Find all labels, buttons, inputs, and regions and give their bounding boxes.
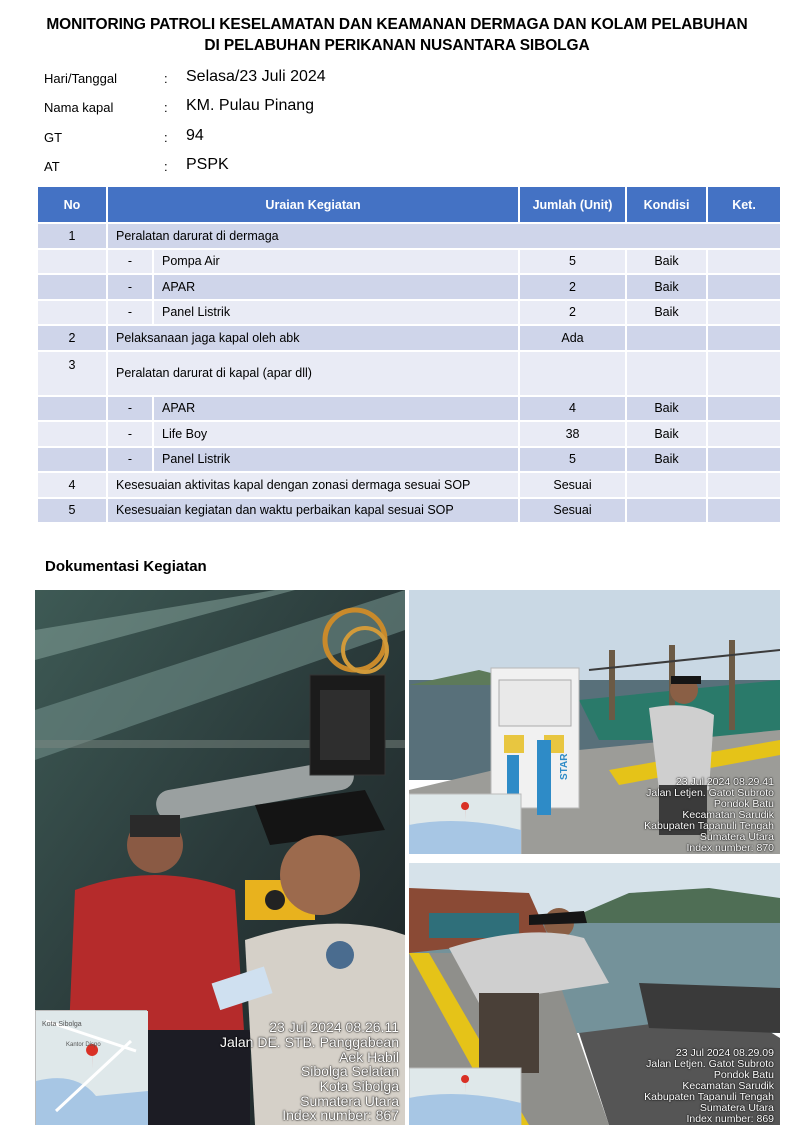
cell-jumlah: Sesuai (519, 498, 626, 524)
activity-table (36, 185, 782, 524)
map-label: Kota Sibolga (42, 1021, 82, 1028)
cell-dash: - (107, 447, 153, 473)
col-header-kondisi: Kondisi (626, 186, 707, 223)
cell-kondisi (626, 498, 707, 524)
cell-ket (707, 249, 781, 275)
cell-kondisi: Baik (626, 274, 707, 300)
cell-ket (707, 472, 781, 498)
cell-item: Panel Listrik (153, 447, 519, 473)
photo-3-timestamp (644, 1048, 774, 1125)
cell-jumlah: Ada (519, 325, 626, 351)
stamp-line: Jalan Letjen. Gatot Subroto (646, 1057, 774, 1070)
cell-dash: - (107, 300, 153, 326)
cell-item: APAR (153, 396, 519, 422)
info-label: Hari/Tanggal (44, 71, 117, 86)
pedestal-sign: STAR (559, 753, 570, 780)
cell-no (37, 421, 107, 447)
cell-kondisi (626, 472, 707, 498)
stamp-line: 23 Jul 2024 08.26.11 (269, 1019, 399, 1036)
cell-no: 4 (37, 472, 107, 498)
stamp-line: Index number: 870 (686, 841, 774, 854)
stamp-line: 23 Jul 2024 08.29.09 (675, 1046, 774, 1059)
cell-dash: - (107, 396, 153, 422)
table-row (37, 274, 781, 300)
cell-dash: - (107, 421, 153, 447)
table-header-row (37, 186, 781, 223)
info-colon: : (164, 129, 168, 145)
table-row (37, 447, 781, 473)
table-row (37, 223, 781, 249)
photo-1-timestamp (220, 1020, 399, 1123)
photo-2-timestamp (644, 777, 774, 854)
col-header-uraian: Uraian Kegiatan (107, 186, 519, 223)
cell-jumlah (519, 351, 626, 396)
cell-desc: Kesesuaian aktivitas kapal dengan zonasi dermaga sesuai SOP (107, 472, 519, 498)
info-colon: : (164, 100, 168, 116)
cell-ket (707, 421, 781, 447)
cell-kondisi: Baik (626, 249, 707, 275)
info-value: Selasa/23 Juli 2024 (186, 68, 326, 85)
cell-dash: - (107, 249, 153, 275)
stamp-line: Index number: 869 (686, 1112, 774, 1125)
cell-item: Pompa Air (153, 249, 519, 275)
info-label: AT (44, 158, 60, 174)
stamp-line: Sibolga Selatan (300, 1063, 399, 1080)
photo-power-pedestal (409, 590, 780, 854)
photo-dock-box (409, 863, 780, 1125)
title-line-1: MONITORING PATROLI KESELAMATAN DAN KEAMANAN DERMAGA DAN KOLAM PELABUHAN (46, 16, 748, 33)
cell-ket (707, 274, 781, 300)
table-row (37, 396, 781, 422)
col-header-jumlah: Jumlah (Unit) (519, 186, 626, 223)
stamp-line: Kabupaten Tapanuli Tengah (644, 819, 774, 832)
stamp-line: Kabupaten Tapanuli Tengah (644, 1090, 774, 1103)
cell-kondisi (626, 351, 707, 396)
info-colon: : (164, 71, 168, 86)
cell-kondisi: Baik (626, 447, 707, 473)
cell-ket (707, 447, 781, 473)
cell-jumlah: 2 (519, 300, 626, 326)
cell-no (37, 274, 107, 300)
cell-ket (707, 498, 781, 524)
cell-kondisi (626, 325, 707, 351)
info-value: PSPK (186, 155, 229, 173)
stamp-line: Kecamatan Sarudik (682, 808, 774, 821)
info-value: 94 (186, 126, 204, 144)
cell-no: 5 (37, 498, 107, 524)
map-label: Kantor Dispo (66, 1042, 101, 1048)
table-row (37, 498, 781, 524)
stamp-line: Kecamatan Sarudik (682, 1079, 774, 1092)
stamp-line: Pondok Batu (713, 797, 774, 810)
documentation-title: Dokumentasi Kegiatan (45, 558, 207, 575)
cell-kondisi: Baik (626, 421, 707, 447)
stamp-line: Aek Habil (339, 1048, 399, 1065)
map-image (36, 1011, 148, 1125)
stamp-line: Pondok Batu (713, 1068, 774, 1081)
stamp-line: Kota Sibolga (319, 1077, 399, 1094)
cell-jumlah: 2 (519, 274, 626, 300)
cell-desc: Peralatan darurat di dermaga (107, 223, 781, 249)
info-value: KM. Pulau Pinang (186, 97, 315, 115)
photo-1-map (35, 1010, 147, 1125)
cell-no (37, 447, 107, 473)
cell-no (37, 249, 107, 275)
cell-jumlah: 38 (519, 421, 626, 447)
table-row (37, 472, 781, 498)
cell-item: Life Boy (153, 421, 519, 447)
page-title (0, 14, 794, 56)
cell-jumlah: 5 (519, 249, 626, 275)
stamp-line: Index number: 867 (282, 1107, 399, 1124)
col-header-ket: Ket. (707, 186, 781, 223)
cell-desc: Peralatan darurat di kapal (apar dll) (107, 351, 519, 396)
info-label: GT (44, 129, 63, 145)
stamp-line: 23 Jul 2024 08.29.41 (675, 775, 774, 788)
table-row (37, 249, 781, 275)
photo-inspection-panel (35, 590, 405, 1125)
cell-item: APAR (153, 274, 519, 300)
stamp-line: Jalan DE. STB. Panggabean (219, 1033, 399, 1050)
cell-item: Panel Listrik (153, 300, 519, 326)
cell-no: 3 (37, 351, 107, 396)
table-row (37, 421, 781, 447)
cell-no (37, 300, 107, 326)
cell-jumlah: Sesuai (519, 472, 626, 498)
cell-dash: - (107, 274, 153, 300)
stamp-line: Jalan Letjen. Gatot Subroto (646, 786, 774, 799)
cell-ket (707, 300, 781, 326)
cell-kondisi: Baik (626, 396, 707, 422)
stamp-line: Sumatera Utara (300, 1092, 399, 1109)
cell-no (37, 396, 107, 422)
cell-ket (707, 351, 781, 396)
title-line-2: DI PELABUHAN PERIKANAN NUSANTARA SIBOLGA (204, 37, 590, 54)
info-label: Nama kapal (44, 100, 114, 116)
col-header-no: No (37, 186, 107, 223)
info-colon: : (164, 158, 168, 174)
cell-no: 2 (37, 325, 107, 351)
cell-kondisi: Baik (626, 300, 707, 326)
cell-desc: Pelaksanaan jaga kapal oleh abk (107, 325, 519, 351)
table-row (37, 325, 781, 351)
cell-ket (707, 325, 781, 351)
cell-jumlah: 4 (519, 396, 626, 422)
stamp-line: Sumatera Utara (699, 1101, 774, 1114)
table-row (37, 300, 781, 326)
table-row (37, 351, 781, 396)
cell-jumlah: 5 (519, 447, 626, 473)
cell-ket (707, 396, 781, 422)
stamp-line: Sumatera Utara (699, 830, 774, 843)
cell-desc: Kesesuaian kegiatan dan waktu perbaikan kapal sesuai SOP (107, 498, 519, 524)
cell-no: 1 (37, 223, 107, 249)
